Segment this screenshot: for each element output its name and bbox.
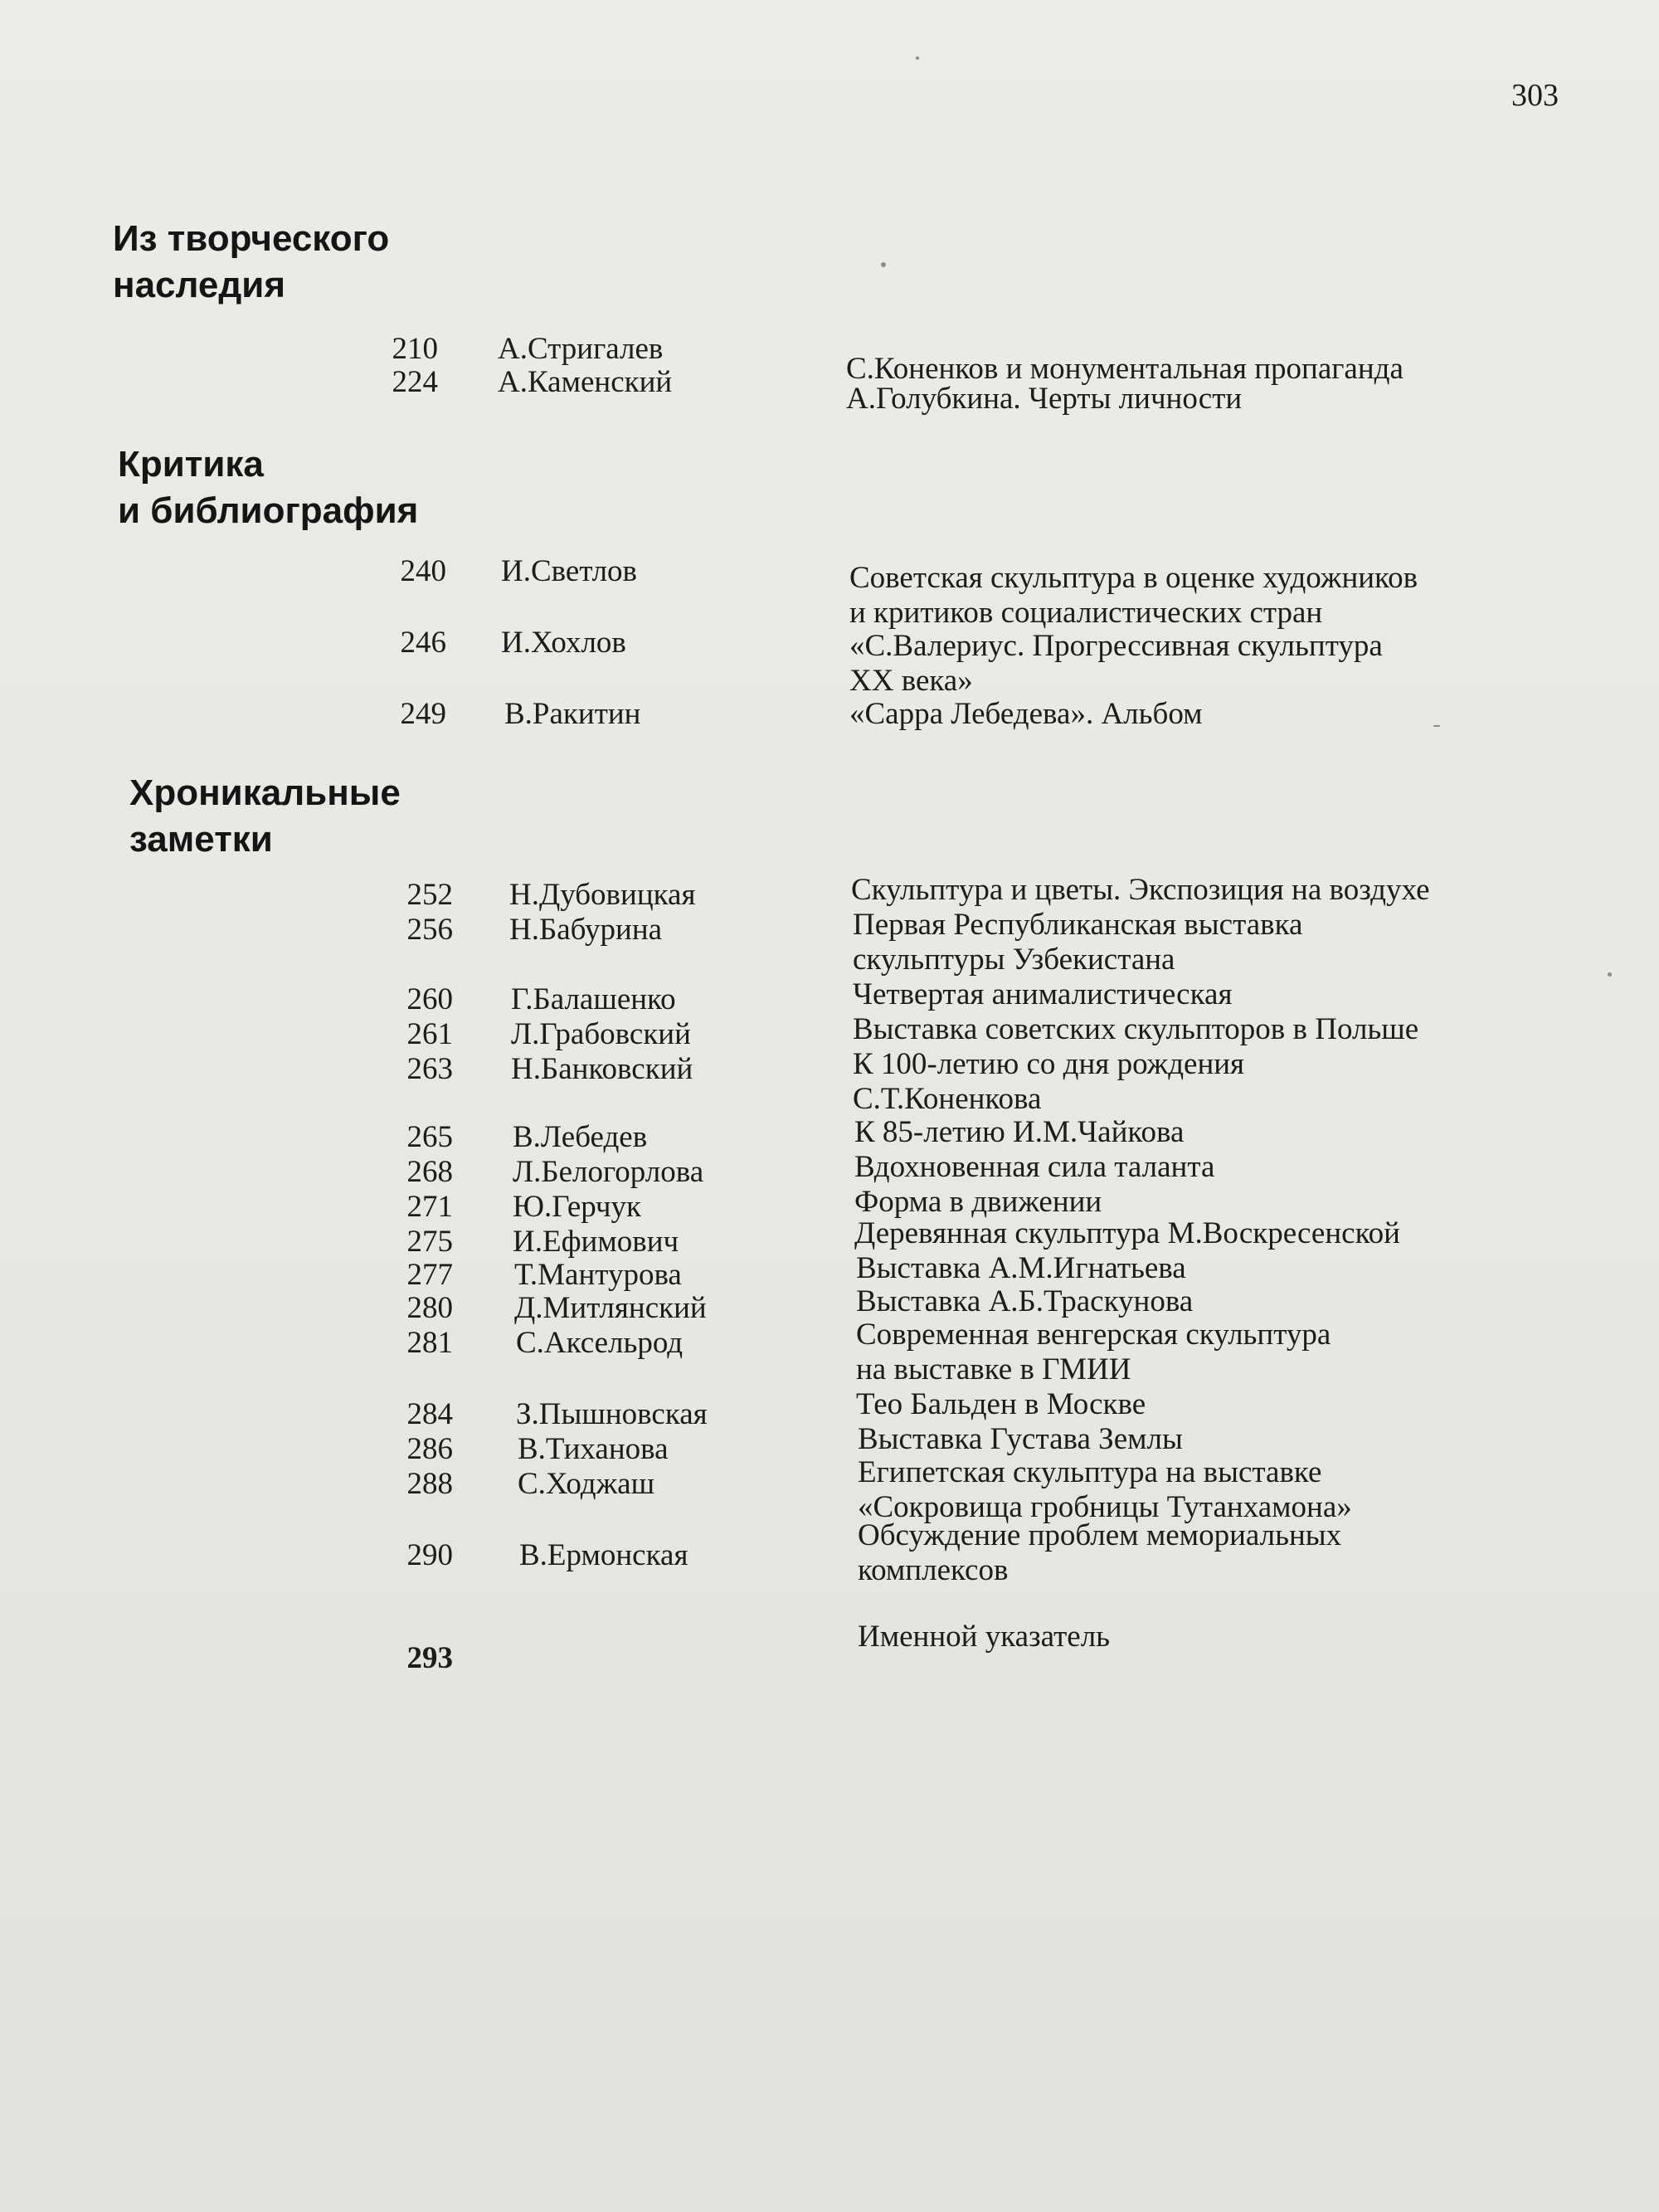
entry-author: Н.Бабурина [509,913,663,947]
entry-title: Тео Бальден в Москве [856,1387,1146,1421]
entry-title: «С.Валериус. Прогрессивная скульптура XX века» [849,629,1383,698]
entry-author: Л.Белогорлова [513,1155,704,1189]
entry-author: С.Аксельрод [516,1326,684,1360]
entry-author: А.Стригалев [498,332,664,366]
entry-page-number: 288 [406,1467,453,1501]
entry-author: А.Каменский [498,365,673,399]
entry-author: С.Ходжаш [518,1467,655,1501]
entry-page-number: 256 [406,913,453,947]
entry-page-number: 224 [392,365,438,399]
entry-author: И.Светлов [501,554,638,588]
entry-page-number: 281 [406,1326,453,1360]
entry-author: Н.Банковский [511,1052,693,1086]
entry-author: Н.Дубовицкая [509,878,696,912]
paper-speck [916,56,919,60]
paper-speck [1608,972,1612,977]
entry-page-number: 249 [400,697,446,731]
entry-page-number: 286 [406,1432,453,1466]
entry-author: Т.Мантурова [514,1258,682,1292]
entry-author: Д.Митлянский [514,1291,707,1325]
entry-title: Египетская скульптура на выставке «Сокровища гробницы Тутанхамона» [858,1455,1352,1524]
entry-author: Г.Балашенко [511,982,676,1016]
entry-page-number: 240 [400,554,446,588]
entry-page-number: 260 [406,982,453,1016]
paper-speck [1433,725,1440,727]
entry-page-number: 277 [406,1258,453,1292]
entry-page-number: 252 [406,878,453,912]
entry-title: К 100-летию со дня рождения С.Т.Коненкова [853,1047,1245,1116]
entry-author: Ю.Герчук [513,1190,641,1224]
index-page-number: 293 [406,1641,453,1675]
entry-page-number: 261 [406,1017,453,1051]
entry-page-number: 275 [406,1225,453,1259]
entry-title: Советская скульптура в оценке художников и критиков социалистических стран [849,561,1418,630]
entry-page-number: 246 [400,626,446,660]
entry-title: Выставка советских скульпторов в Польше [853,1012,1419,1046]
index-title: Именной указатель [858,1620,1111,1654]
entry-author: В.Ракитин [504,697,641,731]
entry-title: С.Коненков и монументальная пропаганда [846,352,1404,386]
entry-title: Обсуждение проблем мемориальных комплексов [858,1518,1342,1587]
page-number: 303 [1511,78,1559,113]
entry-page-number: 290 [406,1538,453,1572]
entry-title: Четвертая анималистическая [853,977,1233,1011]
entry-title: А.Голубкина. Черты личности [846,382,1243,416]
entry-title: Выставка А.Б.Траскунова [856,1284,1194,1318]
entry-author: И.Ефимович [513,1225,679,1259]
entry-title: Выставка А.М.Игнатьева [856,1251,1186,1285]
entry-page-number: 210 [392,332,438,366]
entry-author: В.Ермонская [519,1538,688,1572]
paper-speck [881,262,886,267]
entry-page-number: 265 [406,1120,453,1154]
entry-title: Современная венгерская скульптура на выставке в ГМИИ [856,1318,1331,1386]
entry-author: В.Лебедев [513,1120,648,1154]
entry-title: «Сарра Лебедева». Альбом [849,697,1203,731]
entry-title: Выставка Густава Землы [858,1422,1183,1456]
section-heading: Из творческого наследия [113,218,390,305]
section-heading: Хроникальные заметки [129,772,401,860]
entry-author: Л.Грабовский [511,1017,691,1051]
entry-author: И.Хохлов [501,626,626,660]
entry-page-number: 268 [406,1155,453,1189]
entry-page-number: 284 [406,1397,453,1431]
entry-title: Скульптура и цветы. Экспозиция на воздухе [851,873,1430,907]
entry-page-number: 263 [406,1052,453,1086]
entry-title: К 85-летию И.М.Чайкова [854,1115,1185,1149]
entry-page-number: 280 [406,1291,453,1325]
entry-title: Форма в движении [854,1185,1102,1219]
entry-title: Деревянная скульптура М.Воскресенской [854,1216,1400,1250]
entry-author: В.Тиханова [518,1432,669,1466]
section-heading: Критика и библиография [118,444,419,531]
entry-title: Вдохновенная сила таланта [854,1150,1215,1184]
entry-author: З.Пышновская [516,1397,708,1431]
entry-title: Первая Республиканская выставка скульптуры Узбекистана [853,908,1303,977]
entry-page-number: 271 [406,1190,453,1224]
